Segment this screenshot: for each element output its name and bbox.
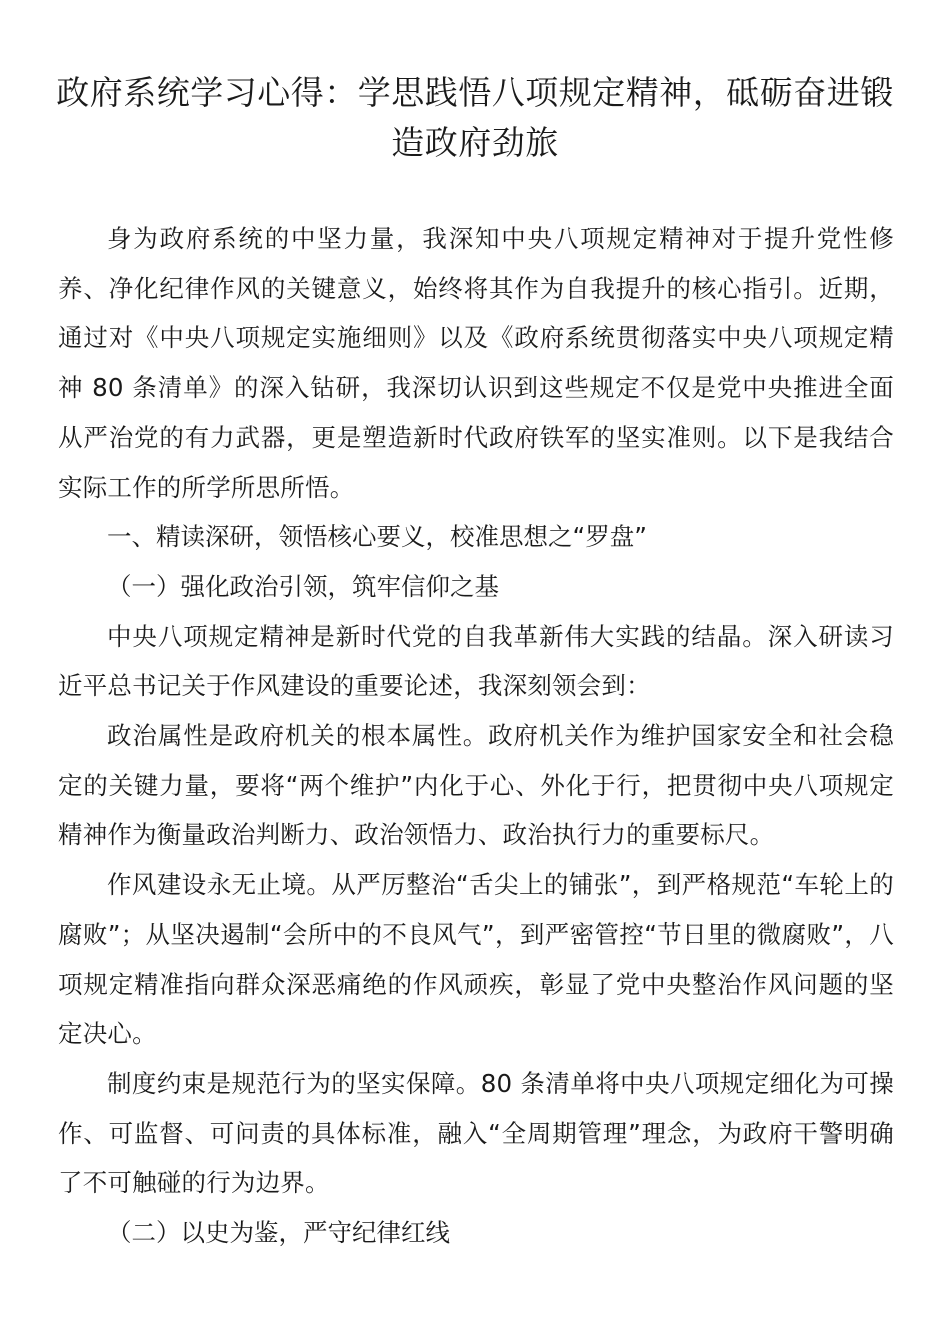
document-body bbox=[58, 214, 894, 1258]
body-paragraph: 政治属性是政府机关的根本属性。政府机关作为维护国家安全和社会稳定的关键力量，要将“两个维护”内化于心、外化于行，把贯彻中央八项规定精神作为衡量政治判断力、政治领悟力、政治执行力的重要标尺。 bbox=[58, 721, 894, 850]
body-paragraph: 制度约束是规范行为的坚实保障。80 条清单将中央八项规定细化为可操作、可监督、可问责的具体标准，融入“全周期管理”理念，为政府干警明确了不可触碰的行为边界。 bbox=[58, 1068, 894, 1198]
subsection-heading-2: （二）以史为鉴，严守纪律红线 bbox=[107, 1218, 450, 1248]
body-paragraph: 中央八项规定精神是新时代党的自我革新伟大实践的结晶。深入研读习近平总书记关于作风建设的重要论述，我深刻领会到： bbox=[58, 621, 894, 701]
body-paragraph: 作风建设永无止境。从严厉整治“舌尖上的铺张”，到严格规范“车轮上的腐败”；从坚决遏制“会所中的不良风气”，到严密管控“节日里的微腐败”，八项规定精准指向群众深恶痛绝的作风顽疾，彰显了党中央整治作风问题的坚定决心。 bbox=[58, 870, 894, 1049]
section-heading-1: 一、精读深研，领悟核心要义，校准思想之“罗盘” bbox=[107, 522, 647, 552]
intro-paragraph: 身为政府系统的中坚力量，我深知中央八项规定精神对于提升党性修养、净化纪律作风的关键意义，始终将其作为自我提升的核心指引。近期，通过对《中央八项规定实施细则》以及《政府系统贯彻落实中央八项规定精神 80 条清单》的深入钻研，我深切认识到这些规定不仅是党中央推进全面从严治党的有力武器，更是塑造新时代政府铁军的坚实准则。以下是我结合实际工作的所学所思所悟。 bbox=[58, 224, 894, 502]
document-title: 政府系统学习心得：学思践悟八项规定精神，砥砺奋进锻造政府劲旅 bbox=[56, 73, 894, 162]
subsection-heading-1: （一）强化政治引领，筑牢信仰之基 bbox=[107, 571, 499, 601]
